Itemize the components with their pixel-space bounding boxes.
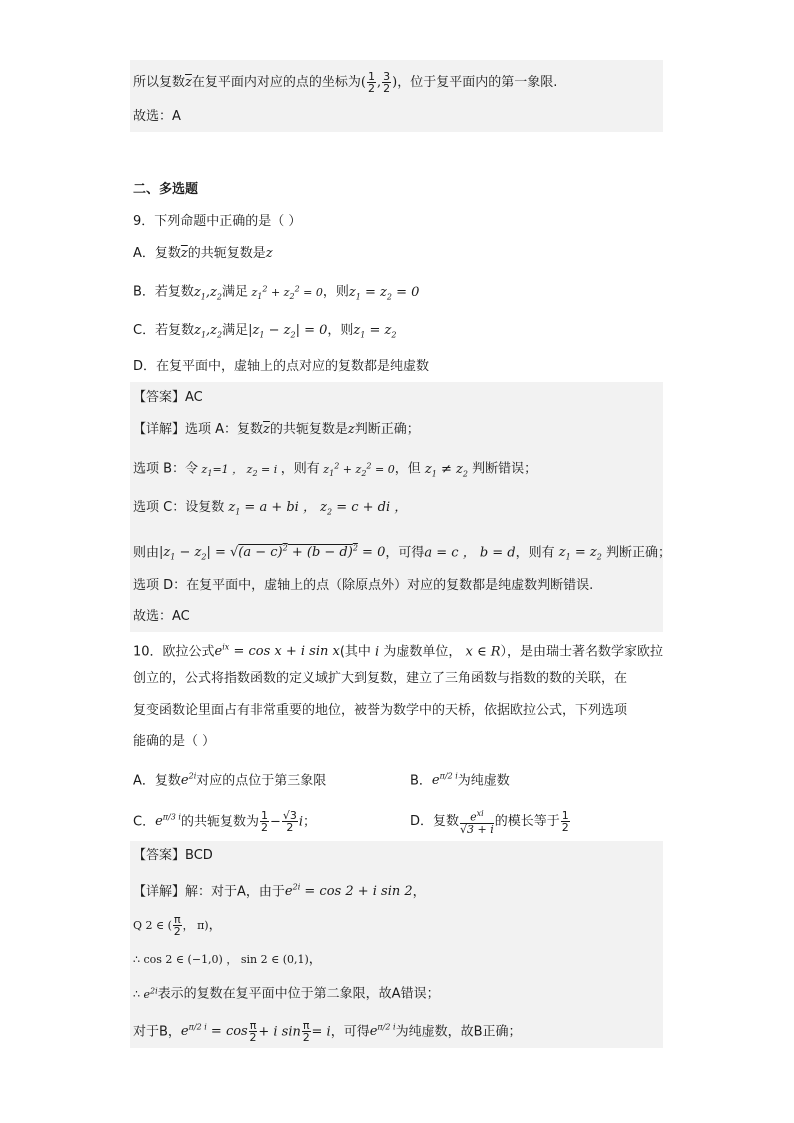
text-line: 所以复数$\overline{z}$在复平面内对应的点的坐标为( $\frac{1}{2}$ , $\frac{3}{2}$ )，位于复平面内的第一象限.: [133, 70, 558, 95]
option-d: D．复数 $\frac{e^{xi}}{√3 + i}$ 的模长等于 $\frac{1}{2}$: [410, 808, 569, 836]
detail-line: 【详解】选项 A：复数$\overline{z}$的共轭复数是z判断正确；: [133, 422, 420, 437]
answer: 【答案】AC: [133, 390, 203, 405]
option-a: A．复数$e^{2i}$对应的点位于第三象限: [133, 772, 327, 789]
detail-line: ∴ $e^{2i}$表示的复数在复平面中位于第二象限，故A错误；: [133, 986, 440, 1002]
option-b: B．若复数$z_1,z_2$满足 $z_1^2 + z_2^2 = 0$，则$z_1 = z_2 = 0$: [133, 284, 420, 302]
solution-box-q10: [130, 841, 663, 1048]
detail-line: 对于B，$e^{\pi/2 i} = \cos$ $\frac{\pi}{2}$ + i sin $\frac{\pi}{2}$ = i，可得$e^{\pi/2 i}$为纯虚数，故B正确；: [133, 1019, 522, 1045]
question-stem: 10．欧拉公式$e^{ix} = \cos x + i$ sin x(其中 i 为虚数单位， x ∈ R），是由瑞士著名数学家欧拉: [133, 643, 664, 660]
section-title: 二、多选题: [133, 182, 199, 197]
detail-line: ∴ cos 2 ∈ (−1,0) ， sin 2 ∈ (0,1)，: [133, 952, 322, 967]
question-stem: 能确的是（ ）: [133, 734, 216, 749]
conj-z: $\overline{z}$: [185, 75, 192, 90]
fraction: $\frac{1}{2}$: [367, 70, 375, 95]
detail-line: 选项 B：令 $z_1=1$ ， $z_2 = i$ ，则有 $z_1^2 + z_2^2 = 0$，但 $z_1 \ne z_2$ 判断错误；: [133, 461, 538, 479]
detail-line: 选项 D：在复平面中，虚轴上的点（除原点外）对应的复数都是纯虚数判断错误.: [133, 578, 594, 593]
question-stem: 创立的，公式将指数函数的定义域扩大到复数，建立了三角函数与指数的数的关联，在: [133, 671, 628, 686]
text-line: 故选：A: [133, 109, 181, 124]
question-stem: 9．下列命题中正确的是（ ）: [133, 214, 302, 229]
option-b: B．$e^{\pi/2 i}$为纯虚数: [410, 772, 510, 789]
detail-line: 故选：AC: [133, 609, 190, 624]
fraction: $\frac{3}{2}$: [383, 70, 391, 95]
answer: 【答案】BCD: [133, 848, 213, 863]
detail-line: 选项 C：设复数 $z_1 = a$ + bi ， $z_2 = c$ + di ，: [133, 500, 408, 517]
option-a: A．复数$\overline{z}$的共轭复数是z: [133, 246, 273, 261]
detail-line: 【详解】解：对于A，由于$e^{2i} = \cos 2 + i$ sin 2，: [133, 883, 426, 900]
detail-line: Q 2 ∈ ( $\frac{\pi}{2}$ ， π)，: [133, 913, 222, 938]
detail-line: 则由$|z_1 - z_2| = √(a - c)^2 + (b - d)^2 = 0$，可得a = c ， b = d，则有 $z_1 = z_2$ 判断正确；: [133, 544, 671, 562]
question-stem: 复变函数论里面占有非常重要的地位，被誉为数学中的天桥，依据欧拉公式，下列选项: [133, 703, 628, 718]
option-d: D．在复平面中，虚轴上的点对应的复数都是纯虚数: [133, 359, 430, 374]
option-c: C．$e^{\pi/3 i}$的共轭复数为 $\frac{1}{2}$ − $\frac{√3}{2}$ i；: [133, 809, 317, 835]
option-c: C．若复数$z_1,z_2$满足$|z_1 - z_2| = 0$，则$z_1 = z_2$: [133, 323, 397, 340]
